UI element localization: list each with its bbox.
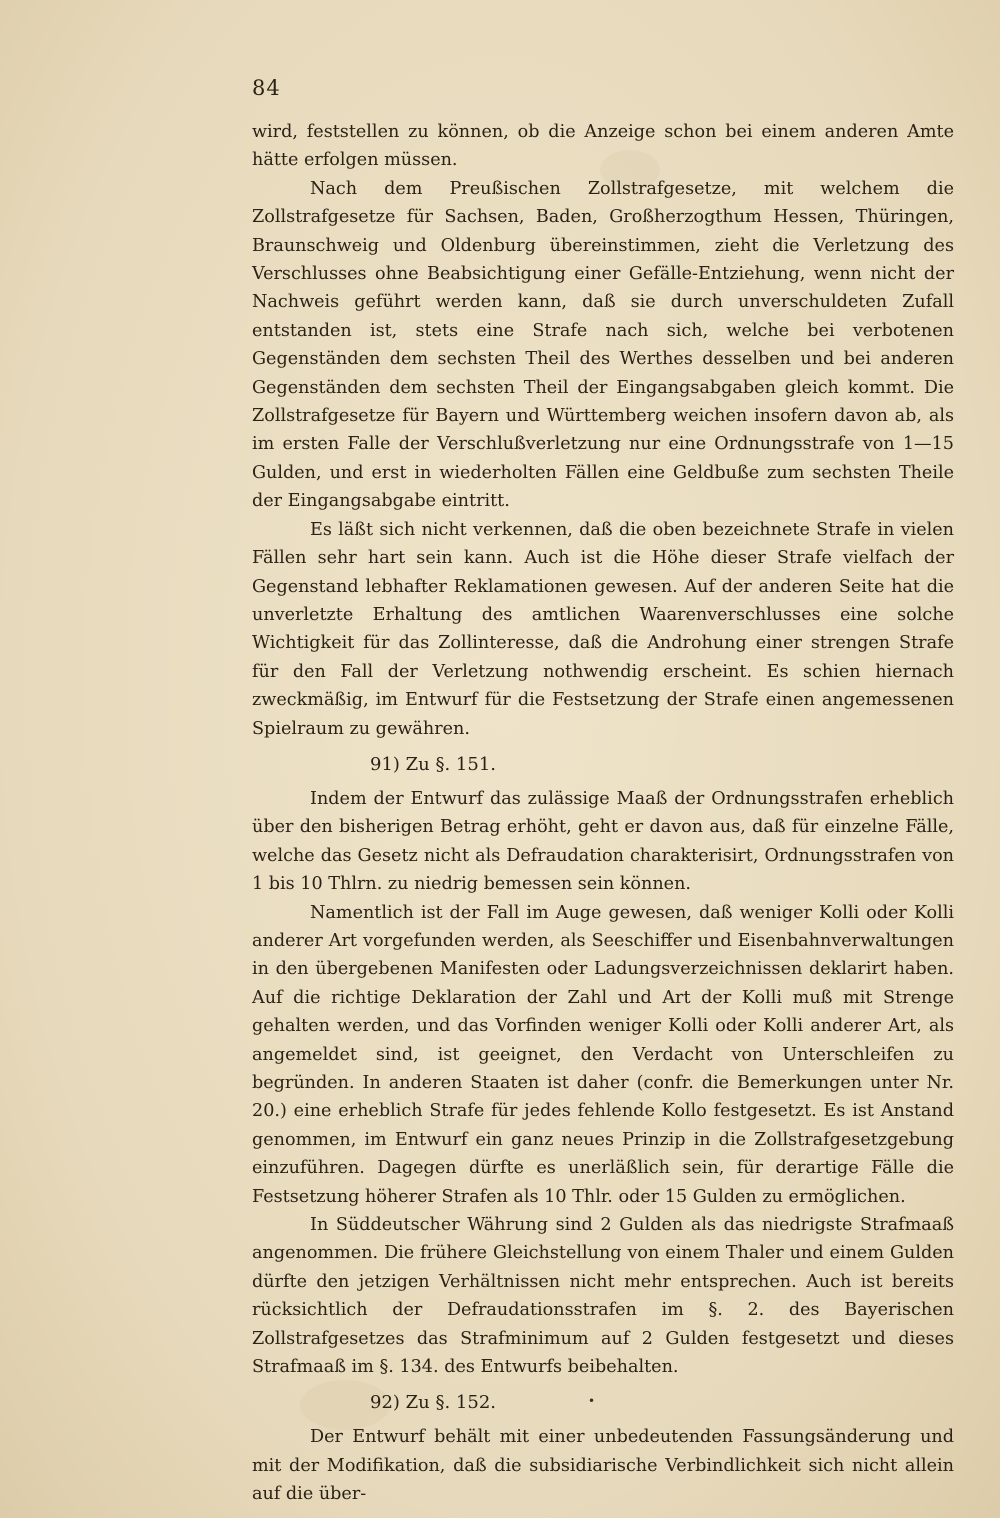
paragraph-91-1: Indem der Entwurf das zulässige Maaß der Ordnungsstrafen erheblich über den bisherigen Betrag erhöht, geht er davon aus, daß für einzelne Fälle, welche das Gesetz nicht als Defraudation charakterisirt, Ordnungsstrafen von 1 bis 10 Thlrn. zu niedrig bemessen sein können. [252,788,954,895]
paragraph-91-2: Namentlich ist der Fall im Auge gewesen, daß weniger Kolli oder Kolli anderer Art vorgefunden werden, als Seeschiffer und Eisenbahnverwaltungen in den übergebenen Manifesten oder Ladungsverzeichnissen deklarirt haben. Auf die richtige Deklaration der Zahl und Art der Kolli muß mit Strenge gehalten werden, und das Vorfinden weniger Kolli oder Kolli anderer Art, als angemeldet sind, ist geeignet, den Verdacht von Unterschleifen zu begründen. In anderen Staaten ist daher (confr. die Bemerkungen unter Nr. 20.) eine erheblich Strafe für jedes fehlende Kollo festgesetzt. Es ist Anstand genommen, im Entwurf ein ganz neues Prinzip in die Zollstrafgesetzgebung einzuführen. Dagegen dürfte es unerläßlich sein, für derartige Fälle die Festsetzung höherer Strafen als 10 Thlr. oder 15 Gulden zu ermöglichen. [252,902,954,1207]
body-text [252,118,954,1509]
page-number: 84 [252,76,281,100]
paragraph-strafe-haerte: Es läßt sich nicht verkennen, daß die oben bezeichnete Strafe in vielen Fällen sehr hart sein kann. Auch ist die Höhe dieser Strafe vielfach der Gegenstand lebhafter Reklamationen gewesen. Auf der anderen Seite hat die unverletzte Erhaltung des amtlichen Waarenverschlusses eine solche Wichtigkeit für das Zollinteresse, daß die Androhung einer strengen Strafe für den Fall der Verletzung nothwendig erscheint. Es schien hiernach zweckmäßig, im Entwurf für die Festsetzung der Strafe einen angemessenen Spielraum zu gewähren. [252,519,954,739]
section-heading-92: 92) Zu §. 152. [370,1392,496,1414]
paragraph-91-3: In Süddeutscher Währung sind 2 Gulden als das niedrigste Strafmaaß angenommen. Die frühere Gleichstellung von einem Thaler und einem Gulden dürfte den jetzigen Verhältnissen nicht mehr entsprechen. Auch ist bereits rücksichtlich der Defraudationsstrafen im §. 2. des Bayerischen Zollstrafgesetzes das Strafminimum auf 2 Gulden festgesetzt und dieses Strafmaaß im §. 134. des Entwurfs beibehalten. [252,1215,954,1378]
section-heading-91: 91) Zu §. 151. [370,753,496,775]
paragraph-zollstrafgesetz: Nach dem Preußischen Zollstrafgesetze, mit welchem die Zollstrafgesetze für Sachsen, Baden, Großherzogthum Hessen, Thüringen, Braunschweig und Oldenburg übereinstimmen, zieht die Verletzung des Verschlusses ohne Beabsichtigung einer Gefälle-Entziehung, wenn nicht der Nachweis geführt werden kann, daß sie durch unverschuldeten Zufall entstanden ist, stets eine Strafe nach sich, welche bei verbotenen Gegenständen dem sechsten Theil des Werthes desselben und bei anderen Gegenständen dem sechsten Theil der Eingangsabgaben gleich kommt. Die Zollstrafgesetze für Bayern und Württemberg weichen insofern davon ab, als im ersten Falle der Verschlußverletzung nur eine Ordnungsstrafe von 1—15 Gulden, und erst in wiederholten Fällen eine Geldbuße zum sechsten Theile der Eingangsabgabe eintritt. [252,178,954,512]
paragraph-continuation: wird, feststellen zu können, ob die Anzeige schon bei einem anderen Amte hätte erfolgen müssen. [252,122,954,171]
paragraph-92-1: Der Entwurf behält mit einer unbedeutenden Fassungsänderung und mit der Modifikation, daß die subsidiarische Verbindlichkeit sich nicht allein auf die über- [252,1427,954,1505]
ornament-dot: • [588,1394,596,1408]
